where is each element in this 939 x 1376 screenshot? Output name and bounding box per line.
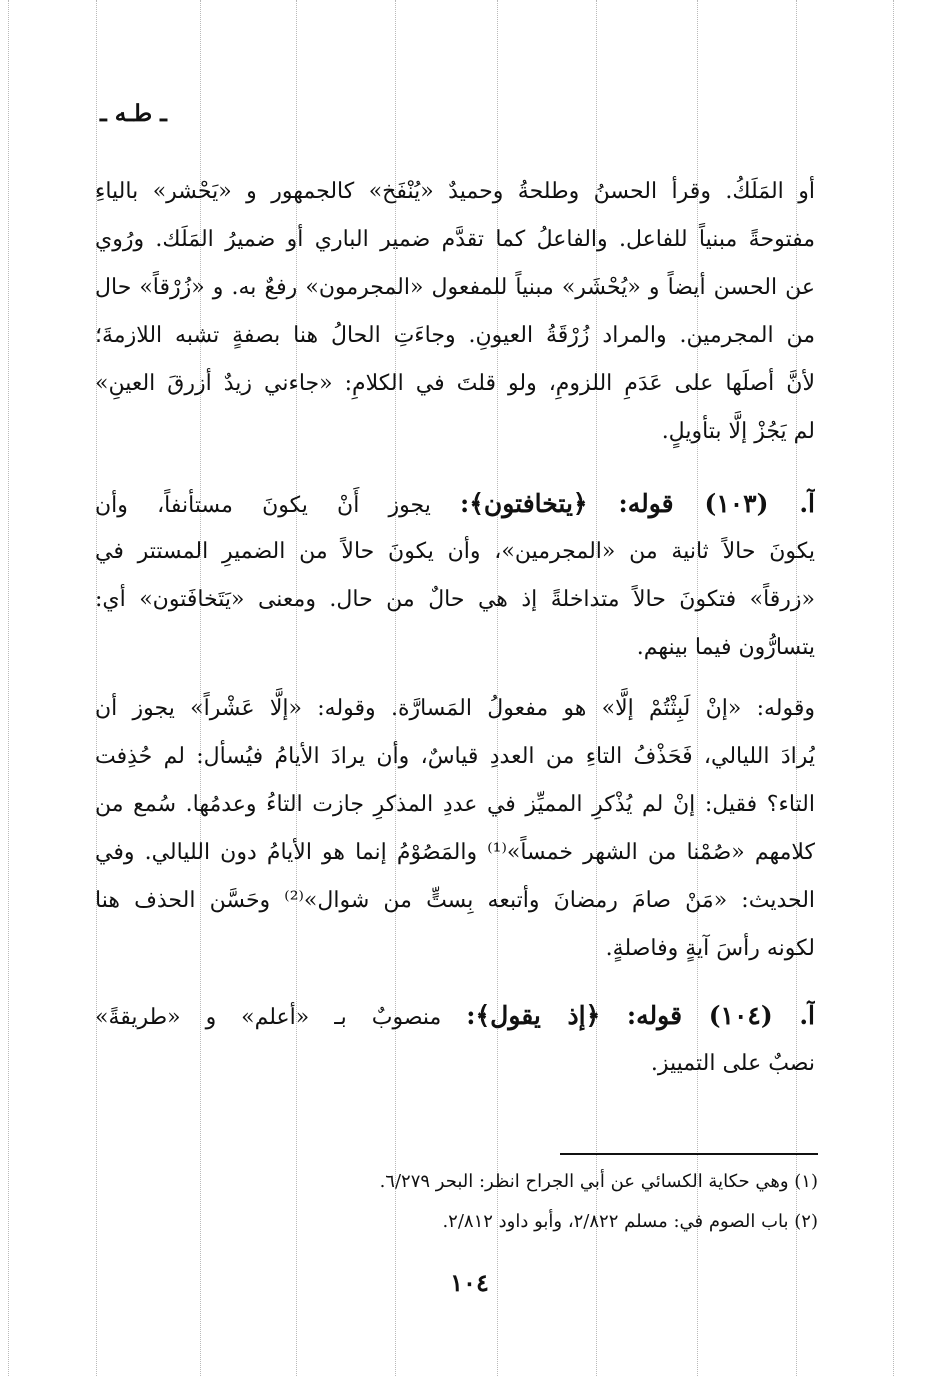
text-line: عن الحسن أيضاً و «يُحْشَر» مبنياً للمفعول «المجرمون» رفعٌ به. و «زُرْقاً» حال bbox=[95, 275, 815, 300]
text-line: لكونه رأسَ آيةٍ وفاصلةٍ. bbox=[605, 936, 815, 961]
paragraph-2 bbox=[95, 480, 815, 672]
text-line: كلامهم «صُمْنا من الشهر خمساً»⁽¹⁾ والمَصُوْمُ إنما هو الأيامُ دون الليالي. وفي bbox=[95, 840, 815, 865]
text-line: يُرادَ الليالي، فَحَذْفُ التاءِ من العددِ قياسٌ، وأن يرادَ الأيامُ فيُسأل: لم حُذِفت bbox=[95, 744, 815, 769]
paragraph-4 bbox=[95, 992, 815, 1088]
footnote-separator bbox=[560, 1153, 818, 1155]
text-line: يجوز أَنْ يكونَ مستأنفاً، وأن bbox=[95, 493, 431, 518]
text-line: نصبٌ على التمييز. bbox=[650, 1051, 815, 1076]
text-line: لم يَجُزْ إلَّا بتأويلٍ. bbox=[661, 419, 815, 444]
text-line: التاء؟ فقيل: إنْ لم يُذْكرِ المميِّز في عددِ المذكرِ جازت التاءُ وعدمُها. سُمع من bbox=[95, 792, 815, 817]
text-line: «زرقاً» فتكونَ حالاً متداخلةً إذ هي حالٌ من حال. ومعنى «يَتَخافَتون» أي: bbox=[95, 587, 815, 612]
verse-heading: آ. (١٠٣) قوله: ﴿يتخافتون﴾: bbox=[460, 489, 815, 518]
footnote-2: (٢) باب الصوم في: مسلم ٢/٨٢٢، وأبو داود ٢/٨١٢. bbox=[442, 1211, 818, 1232]
text-line: الحديث: «مَنْ صامَ رمضانَ وأتبعه بِستٍّ من شوال»⁽²⁾ وحَسَّن الحذف هنا bbox=[95, 888, 815, 913]
paragraph-1 bbox=[95, 168, 815, 456]
text-line: أو المَلَكُ. وقرأ الحسنُ وطلحةُ وحميدٌ «يُنْفَخ» كالجمهور و «يَحْشر» بالياءِ bbox=[95, 179, 815, 204]
paragraph-3 bbox=[95, 685, 815, 973]
page-number: ١٠٤ bbox=[450, 1268, 489, 1297]
text-line: لأنَّ أصلَها على عَدَمِ اللزومِ، ولو قلتَ في الكلامِ: «جاءني زيدٌ أزرقَ العينِ» bbox=[95, 371, 815, 396]
text-line: يتسارُّون فيما بينهم. bbox=[636, 635, 815, 660]
text-line: من المجرمين. والمراد زُرْقَةُ العيونِ. وجاءَتِ الحالُ هنا بصفةٍ تشبه اللازمةَ؛ bbox=[95, 323, 815, 348]
text-line: يكونَ حالاً ثانية من «المجرمين»، وأن يكونَ حالاً من الضميرِ المستتر في bbox=[95, 539, 815, 564]
running-header: ـ طـه ـ bbox=[100, 100, 167, 127]
text-line: منصوبٌ بـ «أعلم» و «طريقةً» bbox=[95, 1005, 442, 1030]
text-line: وقوله: «إنْ لَبِثْتُمْ إلَّا» هو مفعولُ المَسارَّة. وقوله: «إلَّا عَشْراً» يجوز أن bbox=[95, 696, 815, 721]
footnote-1: (١) وهي حكاية الكسائي عن أبي الجراح انظر: البحر ٦/٢٧٩. bbox=[379, 1171, 818, 1192]
verse-heading: آ. (١٠٤) قوله: ﴿إذ يقول﴾: bbox=[466, 1001, 815, 1030]
text-line: مفتوحةً مبنياً للفاعل. والفاعلُ كما تقدَّم ضمير الباري أو ضميرُ المَلَك. ورُوي bbox=[95, 227, 815, 252]
